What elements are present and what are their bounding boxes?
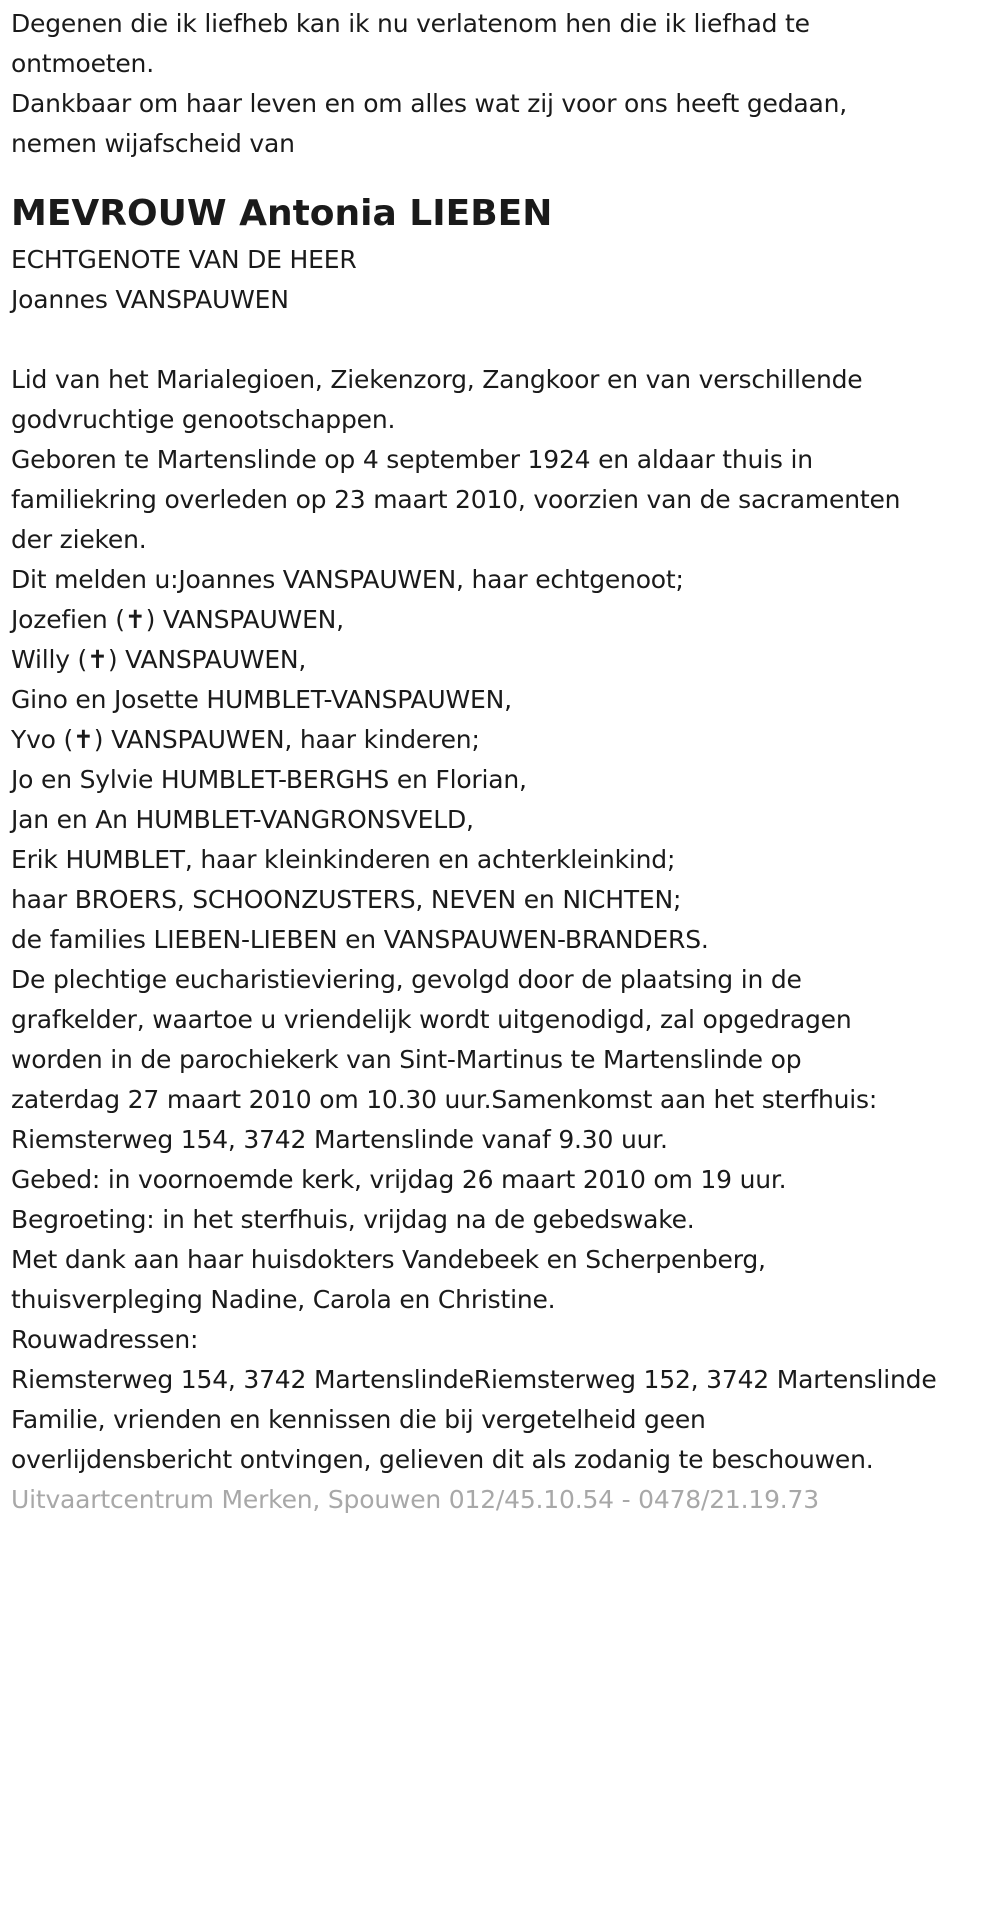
addresses-text: [11, 1360, 989, 1400]
funeral-home-footer: [11, 1480, 989, 1520]
ceremony-line: grafkelder, waartoe u vriendelijk wordt uitgenodigd, zal opgedragen: [11, 1005, 852, 1034]
thanks-line: Met dank aan haar huisdokters Vandebeek en Scherpenberg,: [11, 1245, 766, 1274]
family-line: Willy (✝) VANSPAUWEN,: [11, 645, 307, 674]
ceremony-text: [11, 960, 989, 1240]
family-line: Jo en Sylvie HUMBLET-BERGHS en Florian,: [11, 765, 527, 794]
intro-line: Degenen die ik liefheb kan ik nu verlatenom hen die ik liefhad te: [11, 9, 810, 38]
family-line: Gino en Josette HUMBLET-VANSPAUWEN,: [11, 685, 512, 714]
ceremony-line: De plechtige eucharistieviering, gevolgd door de plaatsing in de: [11, 965, 802, 994]
family-list: [11, 560, 989, 960]
family-line: de families LIEBEN-LIEBEN en VANSPAUWEN-BRANDERS.: [11, 925, 709, 954]
notice-line: Familie, vrienden en kennissen die bij vergetelheid geen: [11, 1405, 706, 1434]
gratitude-text: [11, 84, 989, 164]
addresses-label: [11, 1320, 989, 1360]
memberships-line: Lid van het Marialegioen, Ziekenzorg, Zangkoor en van verschillende: [11, 365, 863, 394]
ceremony-line: Begroeting: in het sterfhuis, vrijdag na de gebedswake.: [11, 1205, 695, 1234]
memberships-line: godvruchtige genootschappen.: [11, 405, 396, 434]
spouse-name: Joannes VANSPAUWEN: [11, 285, 289, 314]
footer-text: Uitvaartcentrum Merken, Spouwen 012/45.10.54 - 0478/21.19.73: [11, 1485, 819, 1514]
addresses-label-text: Rouwadressen:: [11, 1325, 199, 1354]
ceremony-line: Gebed: in voornoemde kerk, vrijdag 26 maart 2010 om 19 uur.: [11, 1165, 787, 1194]
gratitude-line: nemen wijafscheid van: [11, 129, 295, 158]
ceremony-line: Riemsterweg 154, 3742 Martenslinde vanaf 9.30 uur.: [11, 1125, 668, 1154]
birth-death-line: Geboren te Martenslinde op 4 september 1924 en aldaar thuis in: [11, 445, 813, 474]
family-line: Dit melden u:Joannes VANSPAUWEN, haar echtgenoot;: [11, 565, 684, 594]
intro-quote: [11, 4, 989, 84]
thanks-text: [11, 1240, 989, 1320]
ceremony-line: worden in de parochiekerk van Sint-Martinus te Martenslinde op: [11, 1045, 802, 1074]
birth-death-line: familiekring overleden op 23 maart 2010, voorzien van de sacramenten: [11, 485, 901, 514]
birth-death-line: der zieken.: [11, 525, 147, 554]
addresses-line: Riemsterweg 154, 3742 MartenslindeRiemsterweg 152, 3742 Martenslinde: [11, 1365, 937, 1394]
ceremony-line: zaterdag 27 maart 2010 om 10.30 uur.Samenkomst aan het sterfhuis:: [11, 1085, 878, 1114]
birth-death-text: [11, 440, 989, 560]
family-line: Erik HUMBLET, haar kleinkinderen en achterkleinkind;: [11, 845, 676, 874]
family-line: Jozefien (✝) VANSPAUWEN,: [11, 605, 344, 634]
notice-text: [11, 1400, 989, 1480]
notice-line: overlijdensbericht ontvingen, gelieven dit als zodanig te beschouwen.: [11, 1445, 874, 1474]
family-line: Yvo (✝) VANSPAUWEN, haar kinderen;: [11, 725, 480, 754]
family-line: Jan en An HUMBLET-VANGRONSVELD,: [11, 805, 474, 834]
deceased-block: [11, 186, 989, 320]
memberships-text: [11, 360, 989, 440]
spouse-label: ECHTGENOTE VAN DE HEER: [11, 245, 357, 274]
family-line: haar BROERS, SCHOONZUSTERS, NEVEN en NICHTEN;: [11, 885, 682, 914]
deceased-name: MEVROUW Antonia LIEBEN: [11, 193, 553, 234]
gratitude-line: Dankbaar om haar leven en om alles wat zij voor ons heeft gedaan,: [11, 89, 848, 118]
thanks-line: thuisverpleging Nadine, Carola en Christine.: [11, 1285, 556, 1314]
intro-line: ontmoeten.: [11, 49, 154, 78]
